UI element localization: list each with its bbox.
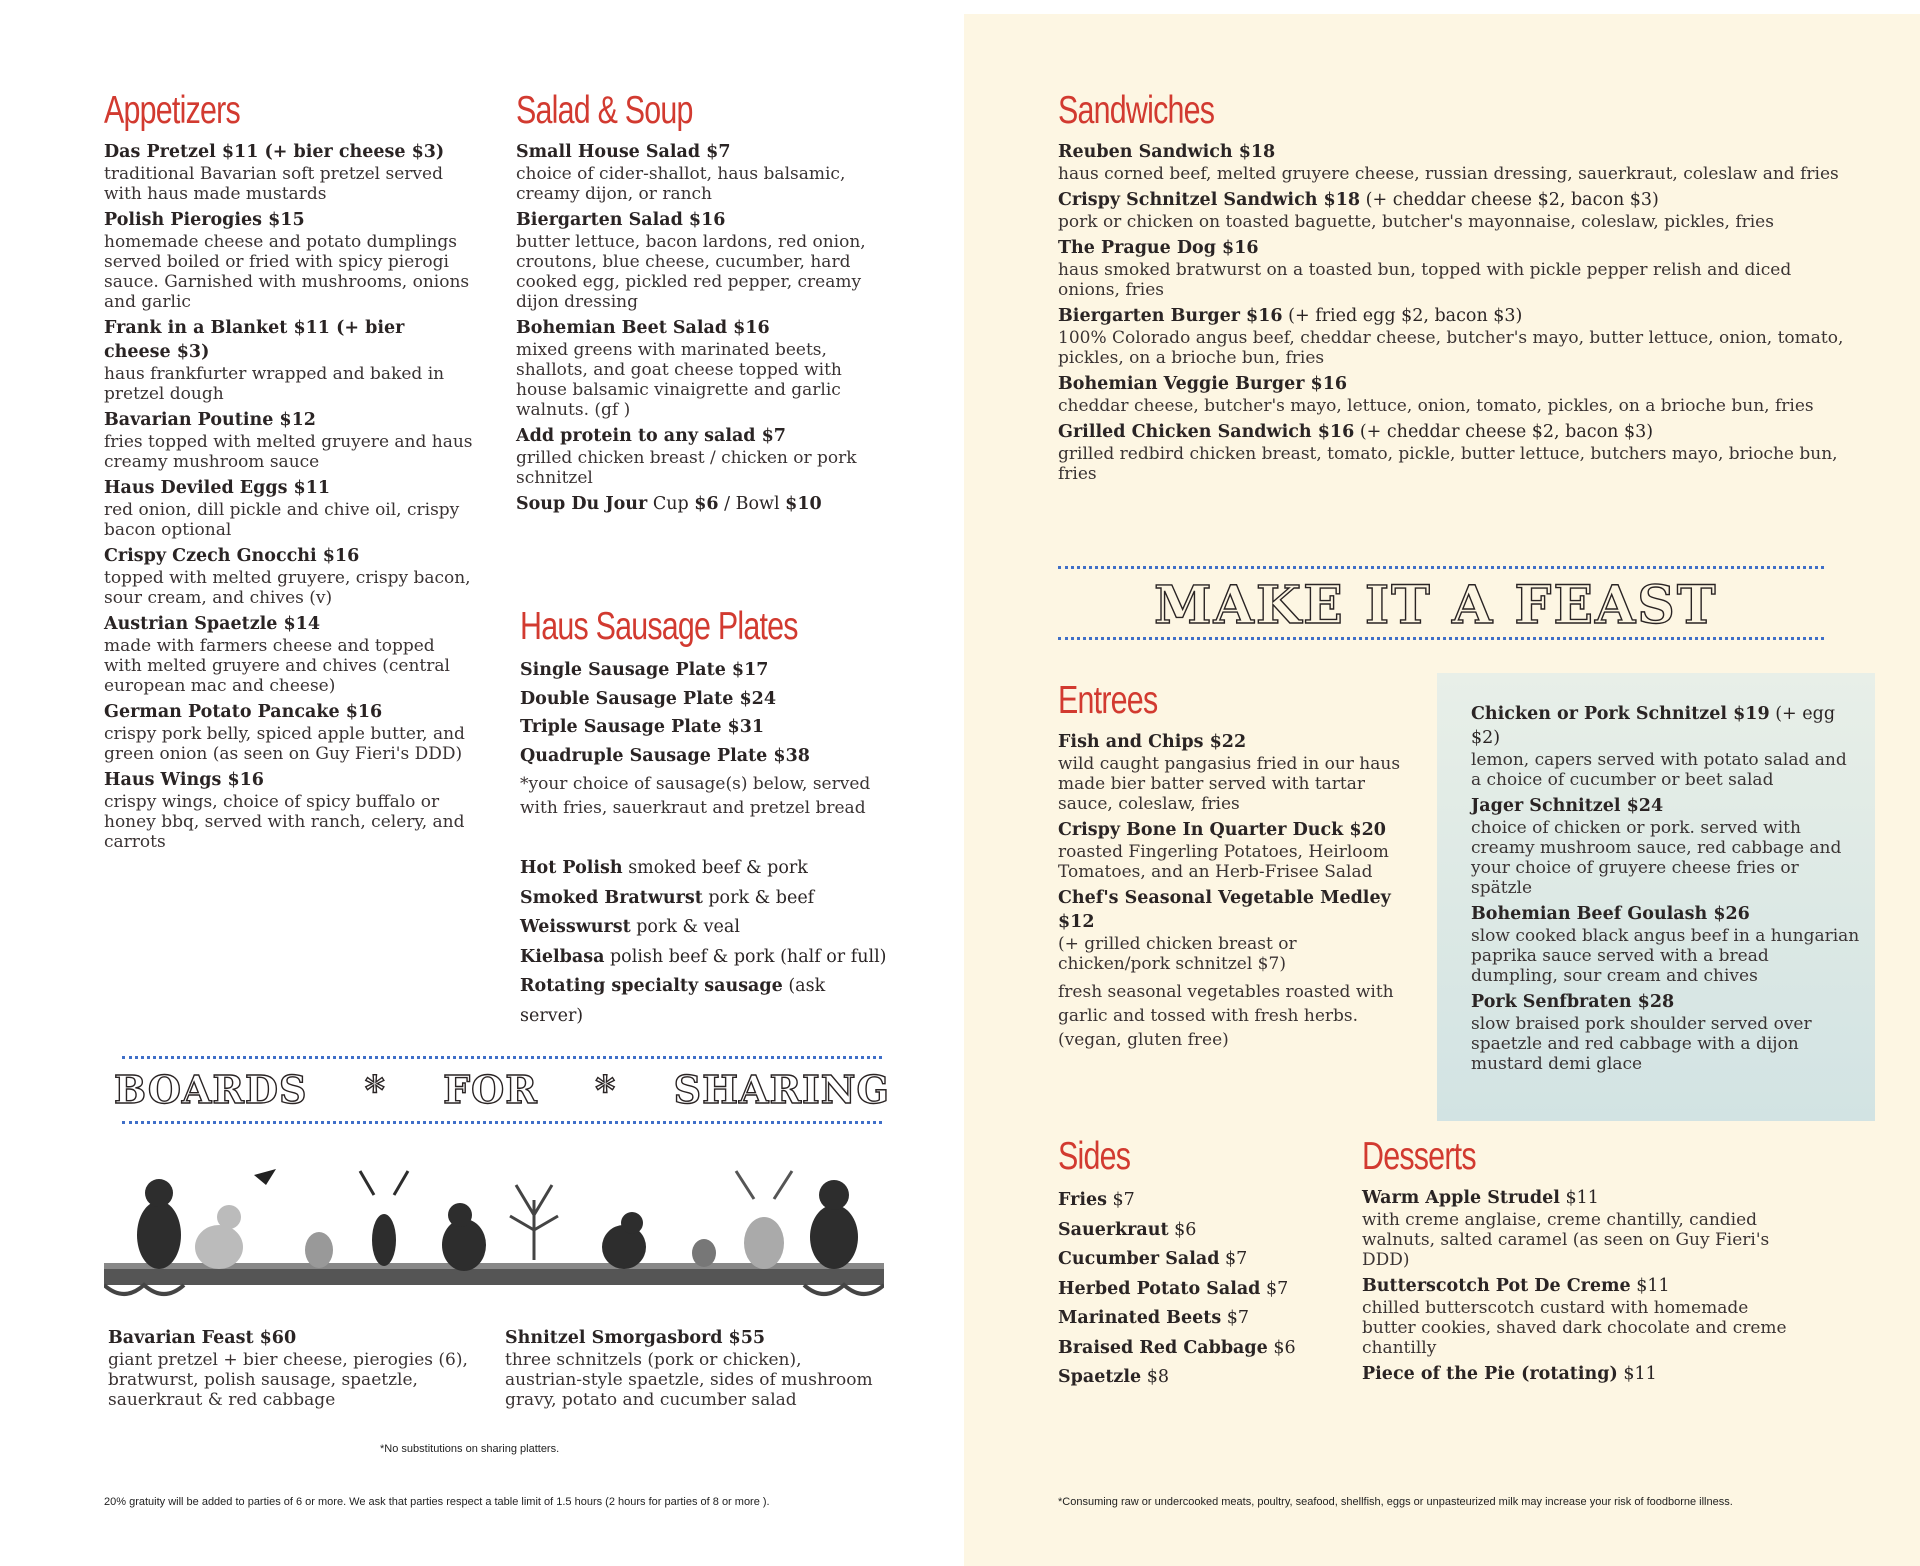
item-title: Bohemian Beet Salad $16 — [516, 318, 770, 338]
menu-item-description: chilled butterscotch custard with homemade butter cookies, shaved dark chocolate and creme chantilly — [1362, 1298, 1787, 1358]
side-price: $6 — [1267, 1337, 1296, 1358]
sausage-type — [520, 854, 890, 884]
menu-item-name — [1058, 140, 1848, 164]
menu-item-description: crispy pork belly, spiced apple butter, and green onion (as seen on Guy Fieri's DDD) — [104, 724, 465, 764]
sausage-type-desc: pork & veal — [630, 917, 740, 937]
boards-banner-word: FOR — [443, 1067, 538, 1112]
sides-section — [1058, 1134, 1318, 1393]
item-title: Haus Deviled Eggs $11 — [104, 478, 331, 498]
desserts-heading: Desserts — [1362, 1135, 1476, 1178]
sausage-type-name: Rotating specialty sausage — [520, 976, 783, 996]
menu-item-name — [104, 768, 476, 792]
sausage-type — [520, 943, 890, 973]
item-title: Frank in a Blanket $11 (+ bier cheese $3) — [104, 318, 405, 362]
sides-list — [1058, 1186, 1318, 1393]
side-item — [1058, 1186, 1318, 1216]
menu-item-description: choice of chicken or pork. served with creamy mushroom sauce, red cabbage and your choice of gruyere cheese fries or spätzle — [1471, 818, 1842, 898]
menu-item-description: made with farmers cheese and topped with melted gruyere and chives (central european mac and cheese) — [104, 636, 450, 696]
sharing-note: *No substitutions on sharing platters. — [380, 1443, 560, 1455]
menu-item-name — [1471, 902, 1861, 926]
side-item — [1058, 1216, 1318, 1246]
menu-item-description: grilled redbird chicken breast, tomato, pickle, butter lettuce, butchers mayo, brioche bun, fries — [1058, 444, 1838, 484]
menu-item-description: with creme anglaise, creme chantilly, candied walnuts, salted caramel (as seen on Guy Fieri's DDD) — [1362, 1210, 1770, 1270]
menu-item-description: red onion, dill pickle and chive oil, crispy bacon optional — [104, 500, 460, 540]
sandwiches-list — [1058, 140, 1848, 484]
side-price: $6 — [1168, 1219, 1197, 1240]
menu-item-name — [1058, 886, 1410, 934]
item-title: Bohemian Veggie Burger $16 — [1058, 374, 1348, 394]
animal-feast-illustration — [104, 1155, 884, 1305]
side-item — [1058, 1245, 1318, 1275]
menu-item-name — [516, 140, 886, 164]
item-title: Chicken or Pork Schnitzel $19 — [1471, 704, 1770, 724]
item-title: Crispy Czech Gnocchi $16 — [104, 546, 360, 566]
item-title: Grilled Chicken Sandwich $16 — [1058, 422, 1355, 442]
menu-item-name — [104, 544, 476, 568]
item-title: German Potato Pancake $16 — [104, 702, 383, 722]
sausage-type-desc: smoked beef & pork — [622, 858, 808, 878]
item-title: Biergarten Salad $16 — [516, 210, 726, 230]
item-title: Bavarian Poutine $12 — [104, 410, 316, 430]
item-price: $11 — [1630, 1276, 1670, 1296]
menu-item-name — [104, 476, 476, 500]
boards-banner — [114, 1056, 890, 1124]
item-title: Das Pretzel $11 (+ bier cheese $3) — [104, 142, 445, 162]
menu-item-description: choice of cider-shallot, haus balsamic, creamy dijon, or ranch — [516, 164, 846, 204]
item-title: Jager Schnitzel $24 — [1471, 796, 1664, 816]
side-name: Spaetzle — [1058, 1367, 1142, 1387]
sausage-type-name: Smoked Bratwurst — [520, 887, 703, 908]
sausage-type-desc: (ask server) — [520, 976, 826, 1026]
desserts-list — [1362, 1186, 1802, 1386]
item-title: Small House Salad $7 — [516, 142, 731, 162]
sausage-type-desc: pork & beef — [702, 887, 815, 908]
salad-soup-heading: Salad & Soup — [516, 89, 693, 132]
sausage-note: *your choice of sausage(s) below, served with fries, sauerkraut and pretzel bread — [520, 774, 871, 818]
sandwiches-heading: Sandwiches — [1058, 89, 1215, 132]
menu-item-description: haus smoked bratwurst on a toasted bun, topped with pickle pepper relish and diced onions, fries — [1058, 260, 1792, 300]
menu-item-description: lemon, capers served with potato salad and a choice of cucumber or beet salad — [1471, 750, 1847, 790]
item-title: Fish and Chips $22 — [1058, 732, 1247, 752]
menu-item-name — [104, 612, 476, 636]
salad-soup-section — [516, 88, 886, 516]
menu-item-name — [1058, 188, 1848, 212]
menu-item-description: 100% Colorado angus beef, cheddar cheese, butcher's mayo, butter lettuce, onion, tomato, pickles, on a brioche bun, fries — [1058, 328, 1844, 368]
menu-item-description: grilled chicken breast / chicken or pork schnitzel — [516, 448, 857, 488]
menu-item-description: pork or chicken on toasted baguette, butcher's mayonnaise, coleslaw, pickles, fries — [1058, 212, 1774, 232]
item-title: Butterscotch Pot De Creme — [1362, 1276, 1631, 1296]
menu-item-name — [1471, 990, 1861, 1014]
item-title: Chef's Seasonal Vegetable Medley $12 — [1058, 888, 1391, 932]
side-name: Herbed Potato Salad — [1058, 1278, 1261, 1299]
item-title: Piece of the Pie (rotating) — [1362, 1364, 1618, 1384]
menu-item-name — [1058, 372, 1848, 396]
side-item — [1058, 1304, 1318, 1334]
menu-item-description: mixed greens with marinated beets, shallots, and goat cheese topped with house balsamic vinaigrette and garlic walnuts. (gf ) — [516, 340, 842, 420]
sausage-plate: Double Sausage Plate $24 — [520, 688, 777, 709]
menu-item-name — [1362, 1186, 1802, 1210]
menu-item-name — [1058, 236, 1848, 260]
menu-item-name — [516, 208, 886, 232]
item-title: Haus Wings $16 — [104, 770, 264, 790]
sausage-type-name: Hot Polish — [520, 858, 623, 878]
menu-item-description: topped with melted gruyere, crispy bacon, sour cream, and chives (v) — [104, 568, 471, 608]
side-item — [1058, 1334, 1318, 1364]
sausage-plate: Single Sausage Plate $17 — [520, 660, 769, 680]
sausage-type-list — [520, 854, 890, 1031]
entrees-section — [1058, 678, 1410, 1052]
menu-item-name — [104, 316, 476, 364]
sausage-plate: Quadruple Sausage Plate $38 — [520, 745, 810, 766]
side-name: Marinated Beets — [1058, 1308, 1222, 1328]
menu-item-description: slow braised pork shoulder served over spaetzle and red cabbage with a dijon mustard demi glace — [1471, 1014, 1812, 1074]
entrees-highlight-list — [1471, 698, 1861, 1074]
item-title: Warm Apple Strudel — [1362, 1188, 1560, 1208]
sausage-plate: Triple Sausage Plate $31 — [520, 717, 765, 737]
feast-banner: MAKE IT A FEAST — [1058, 566, 1824, 640]
menu-item-name — [1362, 1274, 1802, 1298]
sandwiches-section — [1058, 88, 1848, 484]
item-title: Polish Pierogies $15 — [104, 210, 305, 230]
menu-item-description: cheddar cheese, butcher's mayo, lettuce, onion, tomato, pickles, on a brioche bun, fries — [1058, 396, 1814, 416]
sausage-heading: Haus Sausage Plates — [520, 605, 798, 648]
consumption-note: *Consuming raw or undercooked meats, poultry, seafood, shellfish, eggs or unpasteurized milk may increase your risk of foodborne illness. — [1058, 1496, 1733, 1508]
boards-banner-word: BOARDS — [114, 1067, 308, 1112]
menu-item-name — [1362, 1362, 1802, 1386]
side-name: Fries — [1058, 1190, 1107, 1210]
menu-item-name — [104, 408, 476, 432]
appetizers-list — [104, 140, 476, 852]
menu-item-description: crispy wings, choice of spicy buffalo or honey bbq, served with ranch, celery, and carrots — [104, 792, 465, 852]
menu-item-name — [516, 316, 886, 340]
sides-heading: Sides — [1058, 1135, 1131, 1178]
menu-item-description: fries topped with melted gruyere and haus creamy mushroom sauce — [104, 432, 473, 472]
board-item-2: Shnitzel Smorgasbord $55 three schnitzels (pork or chicken), austrian-style spaetzle, sides of mushroom gravy, potato and cucumber salad — [505, 1328, 873, 1410]
appetizers-heading: Appetizers — [104, 89, 240, 132]
menu-item-name — [1058, 420, 1848, 444]
side-price: $7 — [1260, 1278, 1289, 1299]
desserts-section — [1362, 1134, 1802, 1386]
side-price: $7 — [1221, 1308, 1250, 1328]
boards-banner-word: SHARING — [673, 1067, 890, 1112]
appetizers-section — [104, 88, 476, 852]
menu-item-name — [1058, 730, 1410, 754]
sausage-type-desc: polish beef & pork (half or full) — [604, 946, 887, 967]
item-extra: (+ fried egg $2, bacon $3) — [1282, 306, 1523, 326]
board-item-1: Bavarian Feast $60 giant pretzel + bier cheese, pierogies (6), bratwurst, polish sausage, spaetzle, sauerkraut & red cabbage — [108, 1328, 468, 1410]
item-extra: (+ cheddar cheese $2, bacon $3) — [1354, 422, 1654, 442]
soup-du-jour: Soup Du Jour Cup $6 / Bowl $10 — [516, 494, 822, 514]
item-title: The Prague Dog $16 — [1058, 238, 1259, 258]
menu-item-description: (+ grilled chicken breast or chicken/pork schnitzel $7) — [1058, 934, 1297, 974]
menu-item-name — [1058, 304, 1848, 328]
menu-item-description: haus frankfurter wrapped and baked in pretzel dough — [104, 364, 445, 404]
item-price: $11 — [1617, 1364, 1657, 1384]
sausage-type-name: Kielbasa — [520, 946, 605, 967]
menu-item-name — [104, 700, 476, 724]
menu-item-name — [516, 424, 886, 448]
side-name: Braised Red Cabbage — [1058, 1337, 1268, 1358]
menu-item-name — [104, 140, 476, 164]
item-title: Bohemian Beef Goulash $26 — [1471, 904, 1750, 924]
side-price: $7 — [1219, 1249, 1248, 1269]
menu-item-name — [1058, 818, 1410, 842]
item-extra: (+ egg $2) — [1471, 704, 1836, 748]
sausage-type — [520, 972, 890, 1031]
item-price: $11 — [1559, 1188, 1599, 1208]
menu-item-description: haus corned beef, melted gruyere cheese, russian dressing, sauerkraut, coleslaw and fries — [1058, 164, 1839, 184]
side-item — [1058, 1275, 1318, 1305]
side-name: Sauerkraut — [1058, 1219, 1169, 1240]
item-title: Reuben Sandwich $18 — [1058, 142, 1276, 162]
item-extra: (+ cheddar cheese $2, bacon $3) — [1360, 190, 1659, 210]
menu-item-description: homemade cheese and potato dumplings served boiled or fried with spicy pierogi sauce. Garnished with mushrooms, onions and garlic — [104, 232, 470, 312]
menu-item-description: wild caught pangasius fried in our haus made bier batter served with tartar sauce, coleslaw, fries — [1058, 754, 1401, 814]
boards-banner-word: * — [364, 1067, 386, 1112]
sausage-plate-list — [520, 656, 890, 770]
boards-banner-word: * — [595, 1067, 617, 1112]
side-price: $7 — [1106, 1190, 1135, 1210]
sausage-section — [520, 604, 890, 1031]
sausage-type — [520, 884, 890, 914]
item-title: Crispy Bone In Quarter Duck $20 — [1058, 820, 1386, 840]
menu-item-name — [1471, 702, 1861, 750]
side-item — [1058, 1363, 1318, 1393]
vegetable-medley-desc: fresh seasonal vegetables roasted with garlic and tossed with fresh herbs. (vegan, gluten free) — [1058, 982, 1394, 1050]
sausage-type — [520, 913, 890, 943]
sausage-type-name: Weisswurst — [520, 917, 631, 937]
menu-item-description: traditional Bavarian soft pretzel served with haus made mustards — [104, 164, 443, 204]
menu-item-name — [1471, 794, 1861, 818]
menu-item-description: roasted Fingerling Potatoes, Heirloom Tomatoes, and an Herb-Frisee Salad — [1058, 842, 1389, 882]
menu-item-description: butter lettuce, bacon lardons, red onion, croutons, blue cheese, cucumber, hard cooked egg, pickled red pepper, creamy dijon dressing — [516, 232, 866, 312]
menu-item-description: slow cooked black angus beef in a hungarian paprika sauce served with a bread dumpling, sour cream and chives — [1471, 926, 1860, 986]
item-title: Austrian Spaetzle $14 — [104, 614, 321, 634]
item-title: Crispy Schnitzel Sandwich $18 — [1058, 190, 1361, 210]
side-name: Cucumber Salad — [1058, 1249, 1220, 1269]
salad-list — [516, 140, 886, 488]
side-price: $8 — [1141, 1367, 1169, 1387]
item-title: Add protein to any salad $7 — [516, 426, 786, 446]
entrees-list — [1058, 730, 1410, 974]
gratuity-note: 20% gratuity will be added to parties of 6 or more. We ask that parties respect a table limit of 1.5 hours (2 hours for parties of 8 or more ). — [104, 1496, 770, 1508]
item-title: Biergarten Burger $16 — [1058, 306, 1283, 326]
menu-item-name — [104, 208, 476, 232]
item-title: Pork Senfbraten $28 — [1471, 992, 1675, 1012]
entrees-heading: Entrees — [1058, 679, 1158, 722]
